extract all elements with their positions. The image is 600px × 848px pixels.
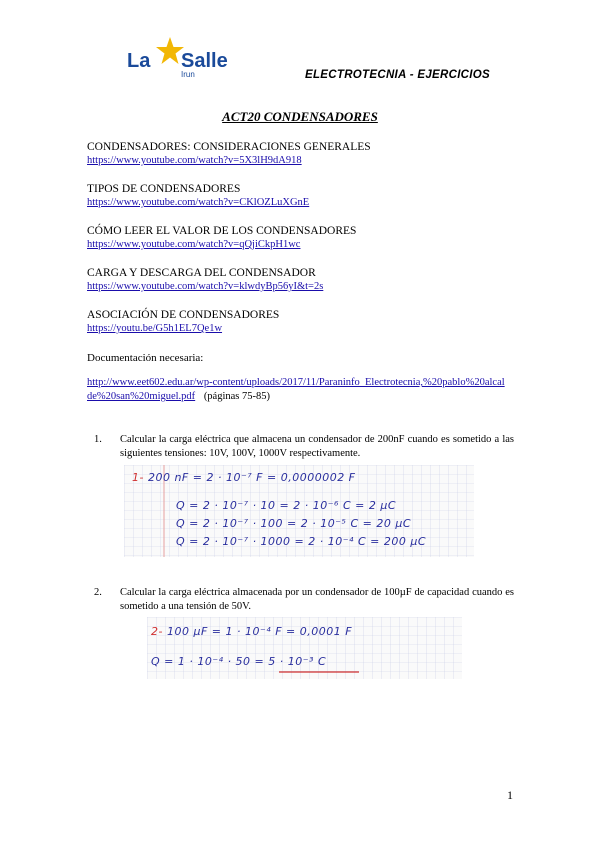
page-number: 1 [507,788,513,802]
video-link[interactable]: https://www.youtube.com/watch?v=klwdyBp56yI&t=2s [87,281,324,292]
handwritten-solution-1 [124,465,474,557]
exercise-1 [94,433,514,460]
hw-line: Q = 2 · 10⁻⁷ · 10 = 2 · 10⁻⁶ C = 2 µC [176,499,397,512]
section-heading: ASOCIACIÓN DE CONDENSADORES [87,309,280,321]
documentation-label: Documentación necesaria: [87,352,204,364]
hw-line: Q = 1 · 10⁻⁴ · 50 = 5 · 10⁻³ C [151,655,327,668]
video-link[interactable]: https://www.youtube.com/watch?v=qQjiCkpH1wc [87,239,301,250]
hw-line: Q = 2 · 10⁻⁷ · 1000 = 2 · 10⁻⁴ C = 200 µC [176,535,427,548]
handwritten-solution-2 [147,617,462,679]
section-asociacion [87,308,279,336]
hw-line: 2- 100 µF = 1 · 10⁻⁴ F = 0,0001 F [151,625,353,638]
header-title: ELECTROTECNIA - EJERCICIOS [305,69,490,81]
underline-mark [279,670,359,674]
section-heading: CÓMO LEER EL VALOR DE LOS CONDENSADORES [87,225,357,237]
logo-la-text: La [127,50,151,72]
exercise-text: Calcular la carga eléctrica almacenada por un condensador de 100µF de capacidad cuando es sometido a una tensión de 50V. [120,587,514,612]
la-salle-logo [127,36,237,82]
section-heading: CARGA Y DESCARGA DEL CONDENSADOR [87,267,316,279]
video-link[interactable]: https://youtu.be/G5h1EL7Qe1w [87,323,223,334]
section-heading: CONDENSADORES: CONSIDERACIONES GENERALES [87,141,371,153]
page-title: ACT20 CONDENSADORES [222,109,378,124]
logo-salle-text: Salle [181,50,228,72]
exercise-text: Calcular la carga eléctrica que almacena un condensador de 200nF cuando es sometido a las siguientes tensiones: 10V, 100V, 1000V respectivamente. [120,434,514,459]
section-leer-valor [87,224,356,252]
video-link[interactable]: https://www.youtube.com/watch?v=CKlOZLuXGnE [87,197,310,208]
documentation-block [87,376,507,404]
documentation-pages: (páginas 75-85) [203,391,271,402]
hw-line: 1- 200 nF = 2 · 10⁻⁷ F = 0,0000002 F [132,471,356,484]
section-consideraciones [87,140,371,168]
documentation-link[interactable]: http://www.eet602.edu.ar/wp-content/uploads/2017/11/Paraninfo_Electrotecnia,%20pablo%20alcalde%20san%20miguel.pdf [87,377,505,402]
exercise-2 [94,586,514,613]
section-tipos [87,182,309,210]
exercise-number: 1. [94,434,102,445]
exercise-number: 2. [94,587,102,598]
hw-line: Q = 2 · 10⁻⁷ · 100 = 2 · 10⁻⁵ C = 20 µC [176,517,412,530]
section-heading: TIPOS DE CONDENSADORES [87,183,241,195]
logo-city-text: Irun [181,70,195,79]
section-carga-descarga [87,266,323,294]
video-link[interactable]: https://www.youtube.com/watch?v=5X3lH9dA918 [87,155,302,166]
